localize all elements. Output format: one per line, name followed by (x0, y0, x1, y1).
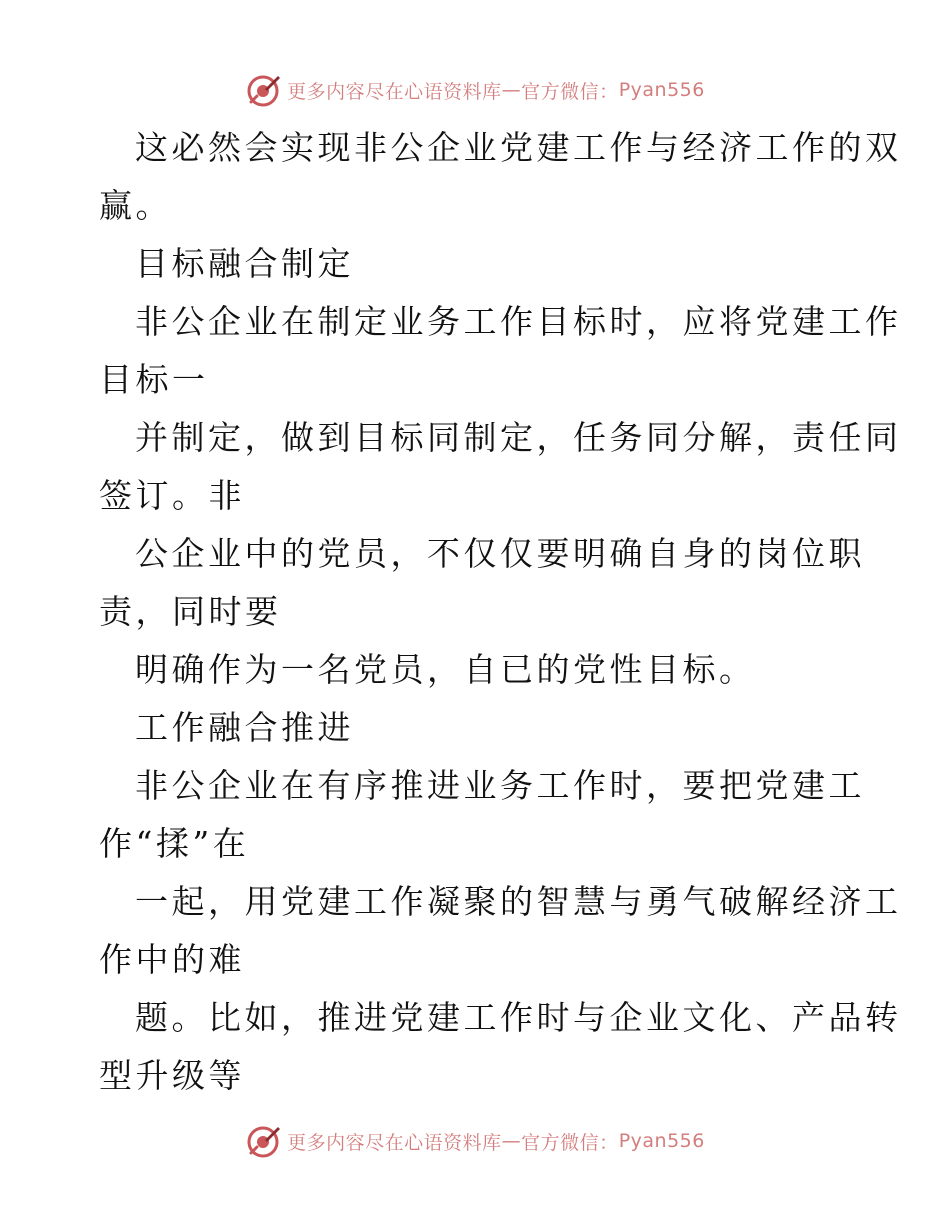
body-line: 签订。非 (99, 476, 245, 515)
watermark-brand-text: 更多内容尽在心语资料库 (287, 1131, 502, 1154)
body-line: 非公企业在有序推进业务工作时，要把党建工 (135, 766, 865, 805)
body-line: 这必然会实现非公企业党建工作与经济工作的双 (135, 128, 902, 167)
pen-seal-icon (245, 1123, 281, 1159)
section-heading: 目标融合制定 (135, 244, 354, 283)
body-line: 非公企业在制定业务工作目标时，应将党建工作 (135, 302, 902, 341)
body-line: 一起，用党建工作凝聚的智慧与勇气破解经济工 (135, 882, 902, 921)
footer-watermark (0, 1121, 950, 1161)
body-line: 公企业中的党员，不仅仅要明确自身的岗位职 (135, 534, 865, 573)
body-line: 题。比如，推进党建工作时与企业文化、产品转 (135, 998, 902, 1037)
body-line: 目标一 (99, 360, 209, 399)
body-line: 型升级等 (99, 1056, 245, 1095)
watermark-dash: — (501, 79, 522, 101)
watermark-official-label: 官方微信： (521, 1131, 619, 1154)
watermark-dash: — (501, 1130, 522, 1152)
watermark-wechat-id: Pyan556 (618, 79, 705, 101)
section-heading: 工作融合推进 (135, 708, 354, 747)
body-line: 责，同时要 (99, 592, 282, 631)
watermark-brand-text: 更多内容尽在心语资料库 (287, 80, 502, 103)
watermark-official-label: 官方微信： (521, 80, 619, 103)
body-line: 并制定，做到目标同制定，任务同分解，责任同 (135, 418, 902, 457)
body-line: 作中的难 (99, 940, 245, 979)
body-line: 赢。 (99, 186, 172, 225)
body-line: 明确作为一名党员，自已的党性目标。 (135, 650, 756, 689)
body-line: 作“揉”在 (99, 824, 250, 863)
watermark-wechat-id: Pyan556 (618, 1130, 705, 1152)
